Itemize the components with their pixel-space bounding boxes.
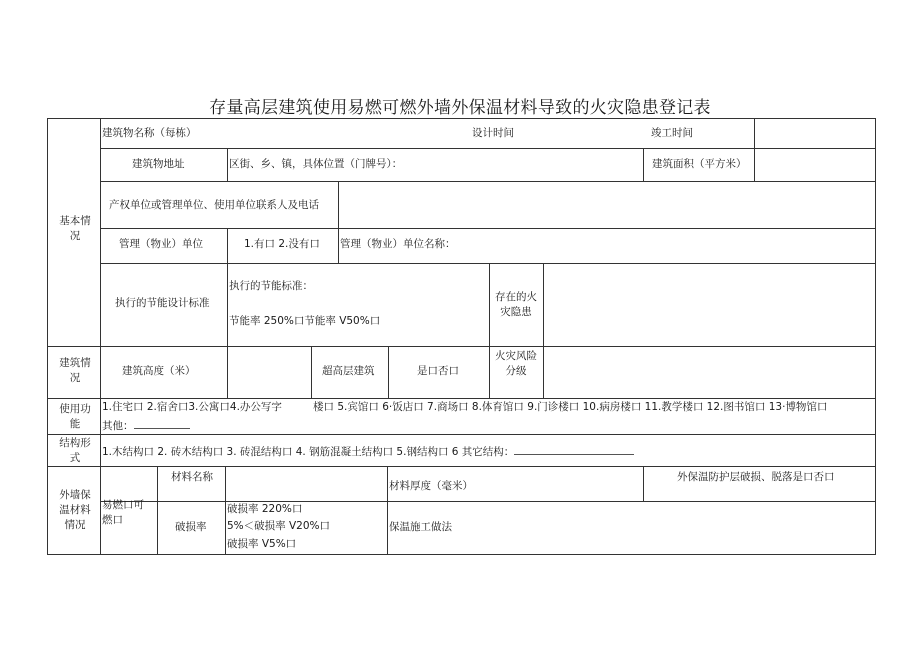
breakage-option-1: 破损率 220%口 <box>227 503 303 515</box>
divider-structure-insulation <box>47 466 875 467</box>
material-thickness-label: 材料厚度（毫米） <box>389 480 473 492</box>
design-time-label: 设计时间 <box>472 127 514 139</box>
row6-v4 <box>489 346 490 398</box>
row5-v2 <box>489 263 490 346</box>
section-label-insulation: 外墙保温材料情况 <box>59 489 91 531</box>
row3-v1 <box>338 181 339 228</box>
energy-standard-text: 执行的节能标准： <box>229 280 313 292</box>
section-label-basic: 基本情况 <box>59 215 91 242</box>
page-title: 存量高层建筑使用易燃可燃外墙外保温材料导致的火灾隐患登记表 <box>209 98 711 118</box>
row-line-4 <box>100 263 875 264</box>
row9-h1 <box>100 501 875 502</box>
row6-v5 <box>543 346 544 398</box>
super-highrise-label: 超高层建筑 <box>322 365 375 377</box>
border-bottom <box>47 554 876 555</box>
breakage-option-3: 破损率 V5%口 <box>227 538 297 550</box>
flammable-options: 易燃口可燃口 <box>102 499 144 526</box>
management-unit-options: 1.有口 2.没有口 <box>244 238 320 250</box>
super-highrise-options: 是口否口 <box>417 365 459 377</box>
energy-rate-options: 节能率 250%口节能率 V50%口 <box>229 315 381 327</box>
divider-function-structure <box>47 434 875 435</box>
breakage-rate-label: 破损率 <box>175 521 207 533</box>
address-hint: 区街、乡、镇，具体位置（门牌号）： <box>229 158 403 170</box>
row9-v3 <box>387 466 388 554</box>
border-top <box>47 118 875 119</box>
completion-time-label: 竣工时间 <box>651 127 693 139</box>
function-options-part2: 楼口 5.宾馆口 6·饭店口 7.商场口 8.体育馆口 9.门诊楼口 10.病房楼口 11.教学楼口 12.图书馆口 13·博物馆口 <box>313 401 828 413</box>
row6-v2 <box>311 346 312 398</box>
row-line-3 <box>100 228 875 229</box>
row1-v1 <box>754 118 755 181</box>
material-name-label: 材料名称 <box>171 471 213 483</box>
row9-v1 <box>157 466 158 554</box>
row-line-2 <box>100 181 875 182</box>
function-options-part1: 1.住宅口 2.宿舍口3.公寓口4.办公写字 <box>102 401 282 413</box>
energy-standard-label: 执行的节能设计标准 <box>115 297 210 309</box>
section-label-structure: 结构形式 <box>59 437 91 464</box>
border-right <box>875 118 876 554</box>
row4-v1 <box>227 228 228 263</box>
function-other-blank[interactable] <box>134 417 190 429</box>
divider-basic-building <box>47 346 875 347</box>
building-name-label: 建筑物名称（每栋） <box>102 127 197 139</box>
protective-layer-damage: 外保温防护层破损、脱落是口否口 <box>677 471 835 483</box>
row5-v1 <box>227 263 228 346</box>
structure-options-text: 1.木结构口 2. 砖木结构口 3. 砖混结构口 4. 钢筋混凝土结构口 5.钢结构口 6 其它结构： <box>102 446 515 458</box>
row6-v1 <box>227 346 228 398</box>
label-column-line <box>100 118 101 554</box>
construction-method-label: 保温施工做法 <box>389 521 452 533</box>
function-other-label: 其他： <box>102 420 134 432</box>
area-label: 建筑面积（平方米） <box>652 158 747 170</box>
row6-v3 <box>388 346 389 398</box>
management-unit-name-label: 管理（物业）单位名称： <box>340 238 456 250</box>
address-label: 建筑物地址 <box>132 158 185 170</box>
border-left <box>47 118 48 554</box>
function-other <box>102 417 190 434</box>
row9-v4 <box>643 466 644 501</box>
breakage-option-2: 5%＜破损率 V20%口 <box>227 520 331 532</box>
section-label-building: 建筑情况 <box>59 357 91 384</box>
management-unit-label: 管理（物业）单位 <box>119 238 203 250</box>
structure-other-blank[interactable] <box>514 443 634 455</box>
row4-v2 <box>338 228 339 263</box>
building-height-label: 建筑高度（米） <box>122 365 196 377</box>
divider-building-function <box>47 398 875 399</box>
row5-v3 <box>543 263 544 346</box>
structure-options <box>102 443 634 460</box>
row-line-1 <box>100 148 875 149</box>
fire-hazard-label: 存在的火灾隐患 <box>495 291 537 318</box>
row2-v1 <box>227 148 228 181</box>
section-label-function: 使用功能 <box>59 403 91 430</box>
owner-contact-label: 产权单位或管理单位、使用单位联系人及电话 <box>109 199 319 211</box>
registration-form <box>47 118 875 554</box>
fire-risk-level-label: 火灾风险分级 <box>495 350 537 377</box>
row2-v2 <box>643 148 644 181</box>
row9-v2 <box>225 466 226 554</box>
